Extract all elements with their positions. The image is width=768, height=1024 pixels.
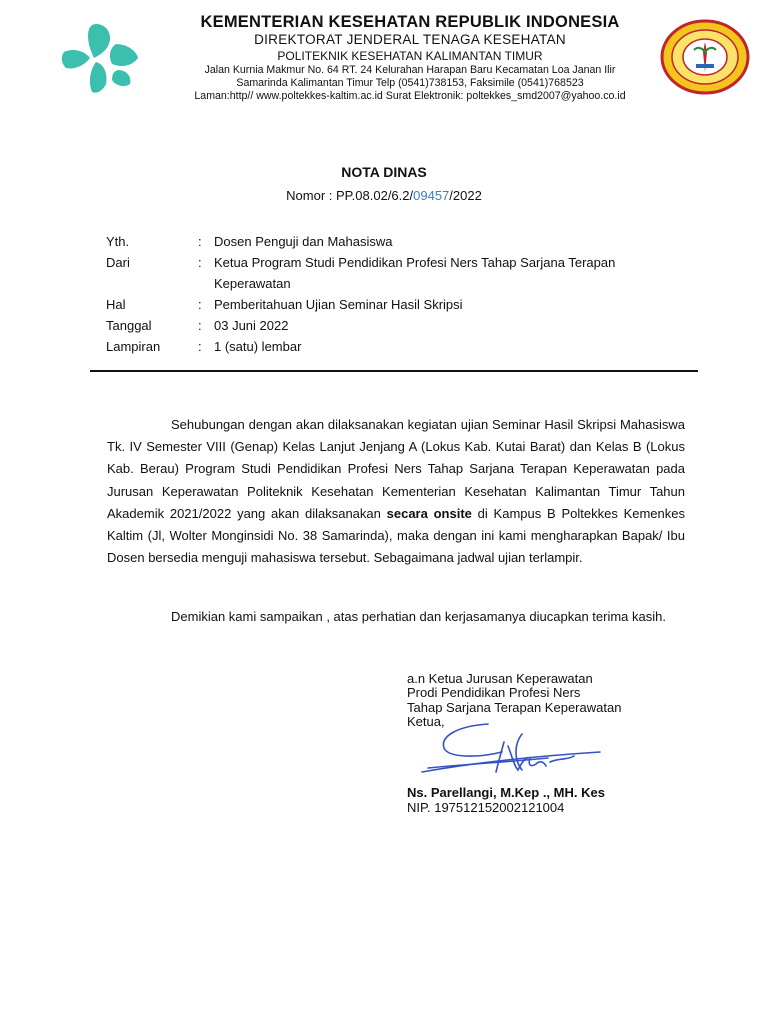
meta-label: Yth. <box>106 234 130 249</box>
body-p1-bold: secara onsite <box>386 505 472 521</box>
meta-label: Hal <box>106 297 126 312</box>
meta-value: Ketua Program Studi Pendidikan Profesi Ners Tahap Sarjana Terapan <box>214 255 616 270</box>
meta-separator <box>198 273 214 294</box>
divider <box>90 370 698 372</box>
signatory-nip: NIP. 197512152002121004 <box>407 800 565 815</box>
letterhead-directorate: DIREKTORAT JENDERAL TENAGA KESEHATAN <box>254 32 566 47</box>
document-number-highlight: 09457 <box>413 188 450 203</box>
letterhead-ministry: KEMENTERIAN KESEHATAN REPUBLIK INDONESIA <box>200 13 620 31</box>
memo-meta <box>106 231 694 357</box>
meta-row-dari <box>106 252 694 273</box>
body-p1-start: Sehubungan dengan akan dilaksanakan kegiatan ujian Seminar Hasil Skripsi Mahasiswa Tk. IV Semester VIII (Genap) Kelas Lanjut Jenjang A (Lokus Kab. Kutai Barat) dan Kelas B (Lokus Kab. Berau) Program Studi Pendidikan Profesi Ners Tahap Sarjana Terapan Keperawatan pada Jurusan Keperawatan Politeknik Kesehatan Kementerian Kesehatan Kalimantan Timur Tahun Akademik 2021/2022 yang akan dilaksanakan <box>107 417 685 521</box>
document-number-suffix: /2022 <box>449 188 482 203</box>
handwritten-signature-icon <box>418 712 608 792</box>
poltekkes-seal-icon <box>660 18 750 96</box>
meta-value: Keperawatan <box>214 276 291 291</box>
document-title: NOTA DINAS <box>341 164 427 180</box>
letterhead-address: Jalan Kurnia Makmur No. 64 RT. 24 Kelurahan Harapan Baru Kecamatan Loa Janan Ilir <box>204 64 616 76</box>
kemenkes-logo-icon <box>60 18 150 98</box>
body-paragraph-2 <box>107 606 685 628</box>
letterhead-institution: POLITEKNIK KESEHATAN KALIMANTAN TIMUR <box>277 49 543 63</box>
meta-separator: : <box>198 339 202 354</box>
meta-row-tanggal <box>106 315 694 336</box>
signature-line-1: a.n Ketua Jurusan Keperawatan <box>407 671 593 686</box>
meta-label: Dari <box>106 255 130 270</box>
letterhead <box>150 12 670 103</box>
letterhead-web: Laman:http// www.poltekkes-kaltim.ac.id Surat Elektronik: poltekkes_smd2007@yahoo.co.id <box>194 90 626 102</box>
meta-value: 1 (satu) lembar <box>214 339 302 354</box>
document-number <box>0 188 768 203</box>
meta-value: 03 Juni 2022 <box>214 318 289 333</box>
body-p2: Demikian kami sampaikan , atas perhatian dan kerjasamanya diucapkan terima kasih. <box>171 609 666 624</box>
meta-separator: : <box>198 297 202 312</box>
document-number-prefix: Nomor : PP.08.02/6.2/ <box>286 188 414 203</box>
meta-row-lampiran <box>106 336 694 357</box>
meta-value: Pemberitahuan Ujian Seminar Hasil Skripsi <box>214 297 463 312</box>
meta-label <box>106 273 198 294</box>
meta-row-dari-continued <box>106 273 694 294</box>
signature-line-2: Prodi Pendidikan Profesi Ners <box>407 685 581 701</box>
signatory-name: Ns. Parellangi, M.Kep ., MH. Kes <box>407 785 605 800</box>
meta-row-hal <box>106 294 694 315</box>
meta-label: Tanggal <box>106 318 152 333</box>
meta-separator: : <box>198 234 202 249</box>
meta-separator: : <box>198 255 202 270</box>
meta-value: Dosen Penguji dan Mahasiswa <box>214 234 393 249</box>
signature-line-4: Ketua, <box>407 713 445 729</box>
letterhead-phone: Samarinda Kalimantan Timur Telp (0541)738153, Faksimile (0541)768523 <box>236 77 584 89</box>
meta-separator: : <box>198 318 202 333</box>
body-p1-end: di Kampus B Poltekkes Kemenkes Kaltim (Jl, Wolter Monginsidi No. 38 Samarinda), maka dengan ini kami mengharapkan Bapak/ Ibu Dosen bersedia menguji mahasiswa tersebut. Sebagaimana jadwal ujian terlampir. <box>107 505 685 566</box>
signature-line-3: Tahap Sarjana Terapan Keperawatan <box>407 699 622 715</box>
meta-label: Lampiran <box>106 339 161 354</box>
meta-row-yth <box>106 231 694 252</box>
body-paragraph-1 <box>107 414 685 569</box>
